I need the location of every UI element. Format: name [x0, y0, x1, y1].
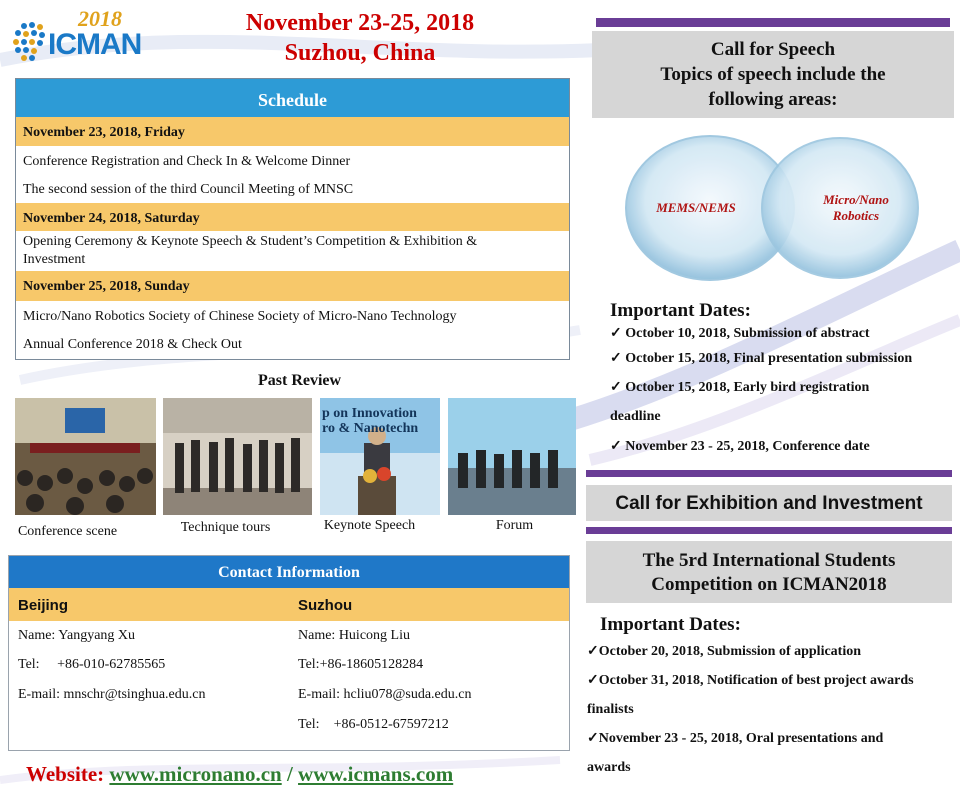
suzhou-email[interactable]: E-mail: hcliu078@suda.edu.cn: [298, 687, 472, 702]
call-speech-line: following areas:: [708, 89, 838, 110]
logo-name: ICMAN: [48, 28, 142, 61]
photo-conference-scene: [15, 398, 156, 515]
beijing-tel: Tel: +86-010-62785565: [18, 657, 166, 672]
competition-box: [586, 541, 952, 603]
caption-keynote-speech: Keynote Speech: [323, 518, 416, 533]
website-label: Website:: [26, 762, 105, 786]
schedule-title: Schedule: [16, 79, 569, 117]
important-date-item-2: finalists: [587, 702, 634, 717]
important-dates-title: Important Dates:: [610, 300, 751, 321]
website-link-icmans[interactable]: www.icmans.com: [298, 762, 454, 786]
divider-bar: [586, 527, 952, 534]
schedule-item: The second session of the third Council Meeting of MNSC: [23, 182, 354, 197]
schedule-day-3: November 25, 2018, Sunday: [16, 271, 569, 301]
important-date-item-2: ✓October 31, 2018, Notification of best project awards: [587, 673, 914, 688]
logo-year: 2018: [78, 6, 122, 31]
schedule-item: Micro/Nano Robotics Society of Chinese Society of Micro-Nano Technology: [23, 309, 457, 324]
contact-panel: [8, 555, 570, 751]
suzhou-tel: Tel:+86-18605128284: [298, 657, 424, 672]
call-speech-line: Topics of speech include the: [660, 64, 886, 85]
event-location: Suzhou, China: [284, 40, 436, 66]
website-line: [26, 762, 453, 787]
topic-mems-nems: MEMS/NEMS: [656, 200, 736, 215]
contact-title: Contact Information: [9, 556, 569, 588]
important-date-item-2: ✓November 23 - 25, 2018, Oral presentations and: [587, 731, 884, 746]
contact-city-header: [9, 588, 569, 621]
website-link-micronano[interactable]: www.micronano.cn: [109, 762, 282, 786]
important-date-item: ✓ October 15, 2018, Early bird registration: [610, 380, 870, 395]
suzhou-name: Name: Huicong Liu: [298, 628, 410, 643]
icman-logo: [8, 6, 148, 66]
call-for-exhibition-box: Call for Exhibition and Investment: [586, 485, 952, 521]
schedule-item: Opening Ceremony & Keynote Speech & Student’s Competition & Exhibition &: [23, 234, 478, 249]
call-for-speech-box: [592, 31, 954, 118]
call-speech-line: Call for Speech: [710, 39, 836, 60]
topic-micro-nano-robotics: Micro/Nano Robotics: [823, 192, 889, 223]
suzhou-tel-2: Tel: +86-0512-67597212: [298, 717, 449, 732]
important-date-item: ✓ October 10, 2018, Submission of abstract: [610, 326, 870, 341]
photo-forum: [448, 398, 576, 515]
important-date-item-2: awards: [587, 760, 631, 775]
divider-bar: [586, 470, 952, 477]
event-dates: November 23-25, 2018: [245, 10, 475, 36]
schedule-panel: [15, 78, 570, 360]
divider-bar: [596, 18, 950, 27]
beijing-email[interactable]: E-mail: mnschr@tsinghua.edu.cn: [18, 687, 206, 702]
important-date-item: deadline: [610, 409, 661, 424]
important-date-item: ✓ November 23 - 25, 2018, Conference date: [610, 439, 870, 454]
schedule-item: Annual Conference 2018 & Check Out: [23, 337, 242, 352]
schedule-item: Conference Registration and Check In & Welcome Dinner: [23, 154, 351, 169]
website-separator: /: [281, 762, 299, 786]
competition-line: The 5rd International Students: [642, 550, 896, 571]
event-headline: [180, 8, 540, 68]
photo-technique-tours: [163, 398, 312, 515]
beijing-name: Name: Yangyang Xu: [18, 628, 136, 643]
photo-keynote-speech: [320, 398, 440, 515]
important-date-item: ✓ October 15, 2018, Final presentation submission: [610, 351, 913, 366]
schedule-day-1: November 23, 2018, Friday: [16, 117, 569, 146]
important-date-item-2: ✓October 20, 2018, Submission of application: [587, 644, 862, 659]
schedule-day-2: November 24, 2018, Saturday: [16, 203, 569, 231]
caption-technique-tours: Technique tours: [180, 520, 271, 535]
caption-conference-scene: Conference scene: [17, 524, 118, 539]
important-dates-title-2: Important Dates:: [600, 614, 741, 635]
competition-line: Competition on ICMAN2018: [651, 574, 887, 595]
contact-city-beijing: Beijing: [18, 597, 69, 614]
schedule-item: Investment: [23, 252, 86, 267]
caption-forum: Forum: [495, 518, 534, 533]
keynote-banner-text: p on Innovation ro & Nanotechn: [322, 406, 419, 436]
past-review-title: Past Review: [258, 372, 342, 389]
contact-city-suzhou: Suzhou: [298, 597, 353, 614]
